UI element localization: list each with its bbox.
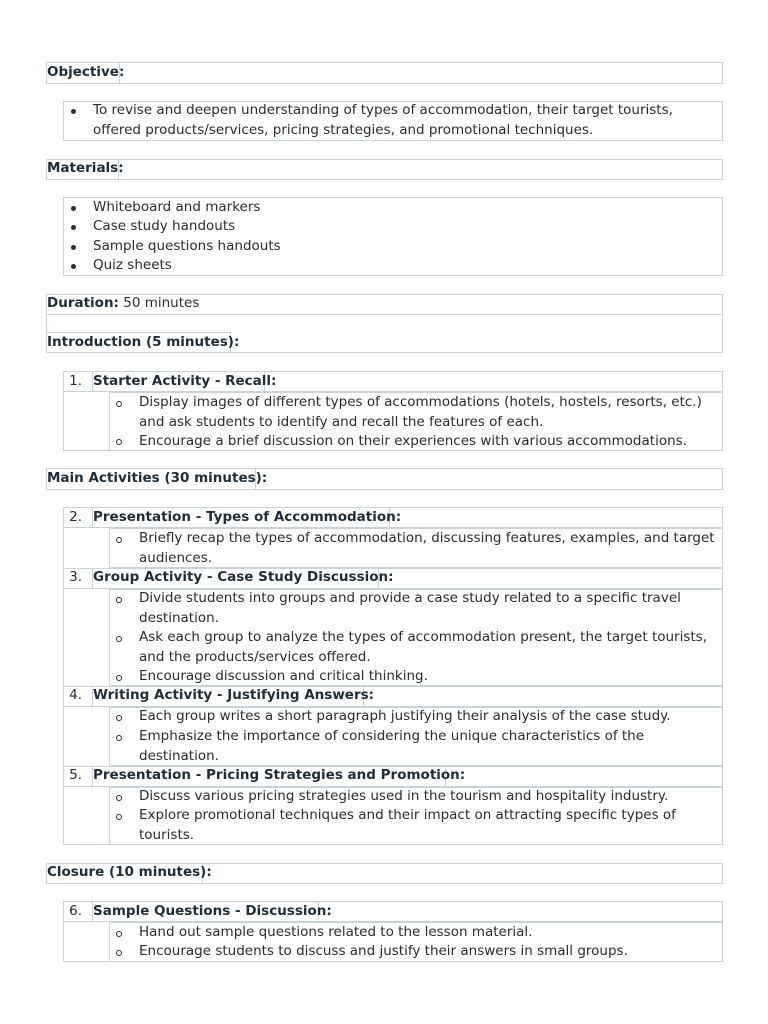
- bullet: [71, 225, 76, 230]
- circle-bullet: [116, 439, 122, 445]
- circle-bullet: [116, 735, 122, 741]
- materials-heading: Materials:: [47, 160, 124, 176]
- activity-point: Divide students into groups and provide a case study related to a specific travel destination.: [139, 590, 681, 626]
- activity-number: 3.: [69, 569, 82, 585]
- circle-bullet: [116, 636, 122, 642]
- activity-point: Encourage a brief discussion on their experiences with various accommodations.: [139, 433, 687, 449]
- activity-number: 1.: [69, 373, 82, 389]
- activity-number: 5.: [69, 767, 82, 783]
- materials-item: Quiz sheets: [93, 257, 172, 273]
- activity-point: Display images of different types of accommodations (hotels, hostels, resorts, etc.) and ask students to identify and recall the features of each.: [139, 394, 702, 430]
- circle-bullet: [116, 715, 122, 721]
- activity-point: Ask each group to analyze the types of accommodation present, the target tourists, and the products/services offered.: [139, 629, 708, 665]
- activity-point: Hand out sample questions related to the lesson material.: [139, 924, 533, 940]
- activity-number: 2.: [69, 509, 82, 525]
- objective-item: To revise and deepen understanding of types of accommodation, their target tourists, offered products/services, pricing strategies, and promotional techniques.: [93, 102, 673, 138]
- activity-title: Presentation - Pricing Strategies and Promotion:: [93, 767, 466, 783]
- circle-bullet: [116, 675, 122, 681]
- activity-title: Group Activity - Case Study Discussion:: [93, 569, 394, 585]
- activity-title: Starter Activity - Recall:: [93, 373, 277, 389]
- duration-label: Duration:: [47, 295, 119, 311]
- bullet: [71, 206, 76, 211]
- introduction-heading: Introduction (5 minutes):: [47, 334, 240, 350]
- closure-heading: Closure (10 minutes):: [47, 864, 212, 880]
- activity-number: 4.: [69, 687, 82, 703]
- activity-point: Discuss various pricing strategies used in the tourism and hospitality industry.: [139, 788, 669, 804]
- bullet: [71, 245, 76, 250]
- activity-point: Emphasize the importance of considering the unique characteristics of the destination.: [139, 728, 645, 764]
- objective-heading-box: [46, 62, 723, 84]
- activity-point: Each group writes a short paragraph justifying their analysis of the case study.: [139, 708, 671, 724]
- activity-title: Writing Activity - Justifying Answers:: [93, 687, 375, 703]
- circle-bullet: [116, 597, 122, 603]
- materials-heading-box: [46, 159, 723, 180]
- circle-bullet: [116, 401, 122, 407]
- circle-bullet: [116, 795, 122, 801]
- duration-line: [47, 294, 199, 314]
- materials-item: Case study handouts: [93, 218, 236, 234]
- activity-title: Presentation - Types of Accommodation:: [93, 509, 402, 525]
- main-activities-heading: Main Activities (30 minutes):: [47, 470, 268, 486]
- materials-item: Whiteboard and markers: [93, 199, 261, 215]
- activity-number: 6.: [69, 903, 82, 919]
- circle-bullet: [116, 950, 122, 956]
- activity-point: Briefly recap the types of accommodation, discussing features, examples, and target audiences.: [139, 530, 715, 566]
- bullet: [71, 109, 76, 114]
- circle-bullet: [116, 814, 122, 820]
- activity-point: Explore promotional techniques and their impact on attracting specific types of tourists.: [139, 807, 676, 843]
- duration-value: 50 minutes: [123, 295, 200, 311]
- activity-point: Encourage students to discuss and justify their answers in small groups.: [139, 943, 628, 959]
- circle-bullet: [116, 931, 122, 937]
- circle-bullet: [116, 537, 122, 543]
- materials-item: Sample questions handouts: [93, 238, 281, 254]
- objective-heading: Objective:: [47, 64, 125, 80]
- activity-point: Encourage discussion and critical thinking.: [139, 668, 428, 684]
- activity-title: Sample Questions - Discussion:: [93, 903, 332, 919]
- bullet: [71, 264, 76, 269]
